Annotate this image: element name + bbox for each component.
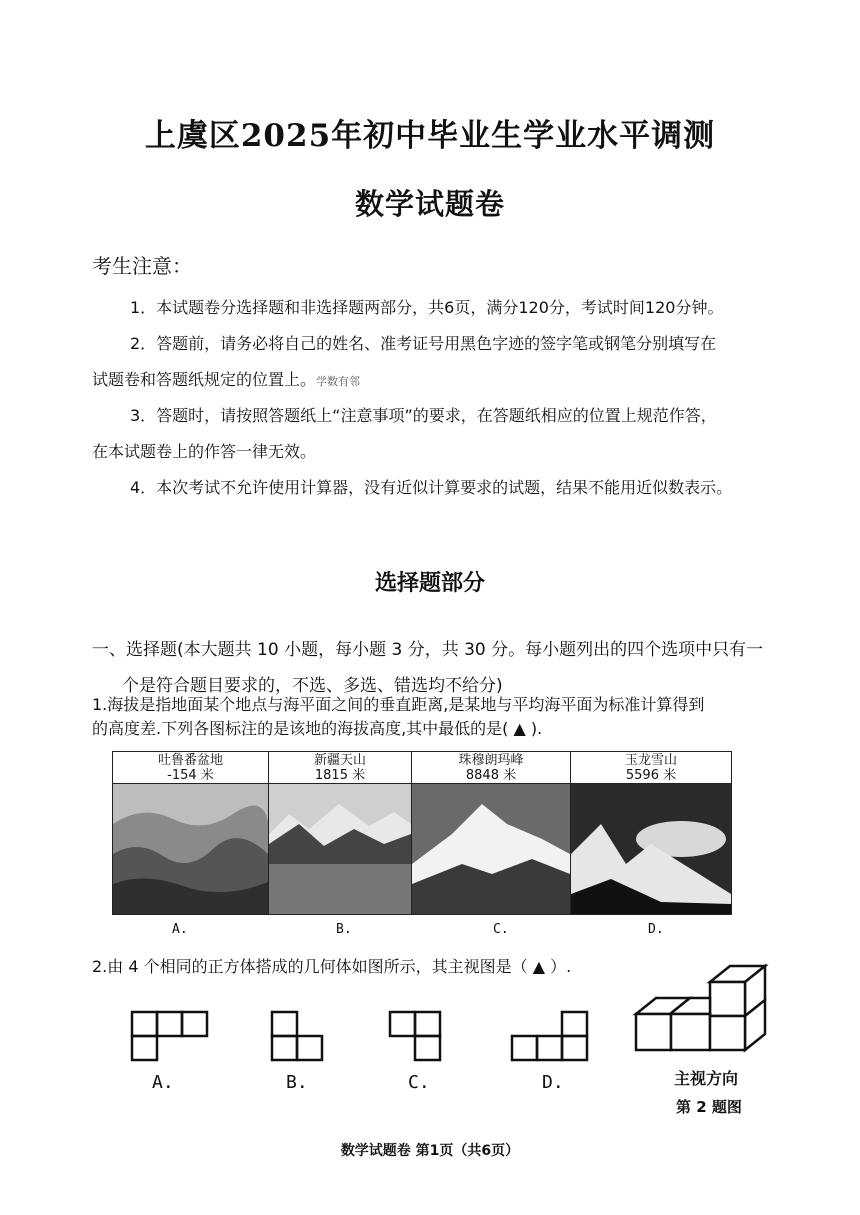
choice-c-diagram bbox=[388, 1010, 444, 1062]
cube-figure bbox=[630, 962, 770, 1062]
question-1: 1.海拔是指地面某个地点与海平面之间的垂直距离,是某地与平均海平面为标准计算得到 的高度差.下列各图标注的是该地的海拔高度,其中最低的是( ▲ ). bbox=[92, 695, 705, 738]
section-title: 选择题部分 bbox=[374, 570, 485, 596]
photo-option-b: 新疆天山 1815 米 bbox=[268, 751, 412, 915]
option-c-label: C. bbox=[493, 922, 509, 937]
option-b-label: B. bbox=[336, 922, 352, 937]
choice-d-label: D. bbox=[542, 1072, 564, 1093]
choice-a-label: A. bbox=[152, 1072, 174, 1093]
watermark-stamp: 学数有邻 bbox=[316, 375, 361, 388]
choice-a-diagram bbox=[130, 1010, 210, 1062]
figure-direction-label: 主视方向 bbox=[674, 1069, 739, 1088]
notice-item-4: 4．本次考试不允许使用计算器，没有近似计算要求的试题，结果不能用近似数表示。 bbox=[130, 478, 733, 497]
choice-b-diagram bbox=[270, 1010, 326, 1062]
yulong-snow-mountain-image bbox=[571, 784, 731, 914]
option-d-label: D. bbox=[648, 922, 664, 937]
question-2: 2.由 4 个相同的正方体搭成的几何体如图所示，其主视图是（ ▲ ）. bbox=[92, 957, 572, 976]
tianshan-lake-image bbox=[269, 784, 411, 914]
notice-item-2: 2．答题前，请务必将自己的姓名、准考证号用黑色字迹的签字笔或钢笔分别填写在 试题卷和答题纸规定的位置上。学数有邻 bbox=[92, 334, 717, 389]
notice-item-3: 3．答题时，请按照答题纸上“注意事项”的要求，在答题纸相应的位置上规范作答， 在本试题卷上的作答一律无效。 bbox=[92, 406, 717, 461]
figure-name-label: 第 2 题图 bbox=[676, 1098, 742, 1116]
photo-option-a: 吐鲁番盆地 -154 米 bbox=[112, 751, 269, 915]
page-footer: 数学试题卷 第1页（共6页） bbox=[340, 1143, 520, 1159]
photo-option-d: 玉龙雪山 5596 米 bbox=[570, 751, 732, 915]
basin-landscape-image bbox=[113, 784, 268, 914]
notice-heading: 考生注意： bbox=[92, 254, 192, 278]
choice-d-diagram bbox=[510, 1010, 590, 1062]
part-heading: 一、选择题(本大题共 10 小题，每小题 3 分，共 30 分。每小题列出的四个选项中只有一 个是符合题目要求的，不选、多选、错选均不给分) bbox=[92, 640, 764, 696]
choice-c-label: C. bbox=[408, 1072, 430, 1093]
photo-option-c: 珠穆朗玛峰 8848 米 bbox=[411, 751, 571, 915]
everest-image bbox=[412, 784, 570, 914]
exam-title: 上虞区2025年初中毕业生学业水平调测 bbox=[144, 118, 716, 154]
exam-subtitle: 数学试题卷 bbox=[354, 187, 505, 221]
option-a-label: A. bbox=[172, 922, 188, 937]
notice-item-1: 1．本试题卷分选择题和非选择题两部分，共6页，满分120分，考试时间120分钟。 bbox=[130, 298, 724, 317]
choice-b-label: B. bbox=[286, 1072, 308, 1093]
